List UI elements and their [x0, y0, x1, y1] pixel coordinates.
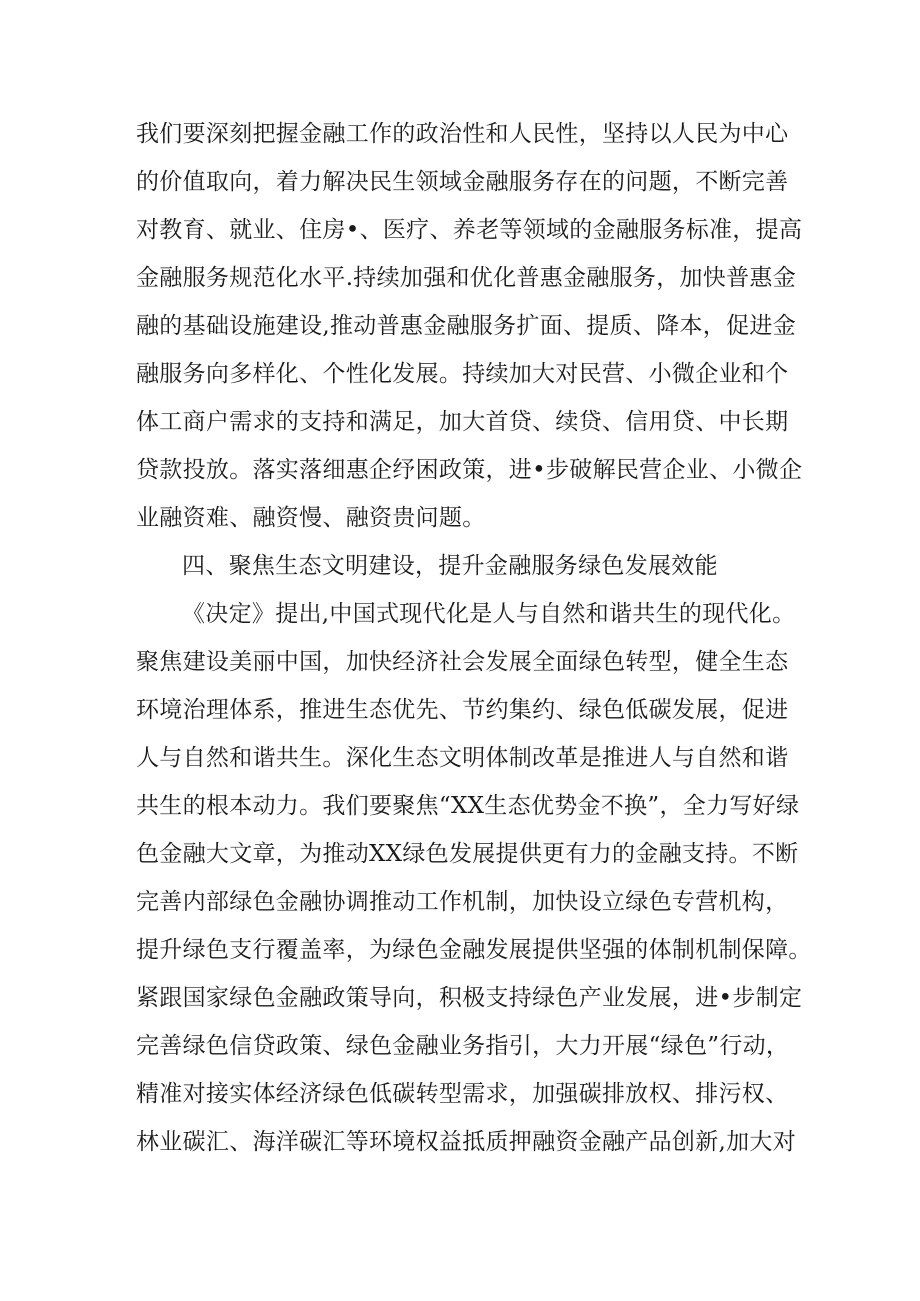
paragraph-line: 体工商户需求的支持和满足，加大首贷、续贷、信用贷、中长期: [136, 409, 789, 435]
paragraph-line: 业融资难、融资慢、融资贵问题。: [136, 505, 486, 531]
paragraph-line: 紧跟国家绿色金融政策导向，积极支持绿色产业发展，进•步制定: [136, 985, 803, 1011]
paragraph-line: 人与自然和谐共生。深化生态文明体制改革是推进人与自然和谐: [136, 745, 789, 771]
paragraph-line: 提升绿色支行覆盖率，为绿色金融发展提供坚强的体制机制保障。: [136, 937, 812, 963]
paragraph-line: 对教育、就业、住房•、医疗、养老等领域的金融服务标准，提高: [136, 217, 803, 243]
paragraph-line: 金融服务规范化水平.持续加强和优化普惠金融服务，加快普惠金: [136, 265, 797, 291]
paragraph-line: 林业碳汇、海洋碳汇等环境权益抵质押融资金融产品创新,加大对: [136, 1129, 797, 1155]
paragraph-line: 完善内部绿色金融协调推动工作机制，加快设立绿色专营机构，: [136, 889, 789, 915]
paragraph-line: 我们要深刻把握金融工作的政治性和人民性，坚持以人民为中心: [136, 121, 789, 147]
paragraph-line: 《决定》提出,中国式现代化是人与自然和谐共生的现代化。: [182, 601, 796, 627]
paragraph-line: 色金融大文章，为推动XX绿色发展提供更有力的金融支持。不断: [136, 841, 799, 867]
paragraph-line: 融的基础设施建设,推动普惠金融服务扩面、提质、降本，促进金: [136, 313, 797, 339]
paragraph-line: 的价值取向，着力解决民生领域金融服务存在的问题，不断完善: [136, 169, 789, 195]
paragraph-line: 环境治理体系，推进生态优先、节约集约、绿色低碳发展，促进: [136, 697, 789, 723]
paragraph-line: 完善绿色信贷政策、绿色金融业务指引，大力开展“绿色”行动，: [136, 1033, 790, 1059]
document-body: [136, 110, 812, 1166]
paragraph-line: 精准对接实体经济绿色低碳转型需求，加强碳排放权、排污权、: [136, 1081, 789, 1107]
paragraph-line: 共生的根本动力。我们要聚焦“XX生态优势金不换”，全力写好绿: [136, 793, 800, 819]
section-heading: 四、聚焦生态文明建设，提升金融服务绿色发展效能: [182, 553, 718, 579]
paragraph-line: 贷款投放。落实落细惠企纾困政策，进•步破解民营企业、小微企: [136, 457, 803, 483]
paragraph-line: 聚焦建设美丽中国，加快经济社会发展全面绿色转型，健全生态: [136, 649, 789, 675]
paragraph-line: 融服务向多样化、个性化发展。持续加大对民营、小微企业和个: [136, 361, 789, 387]
